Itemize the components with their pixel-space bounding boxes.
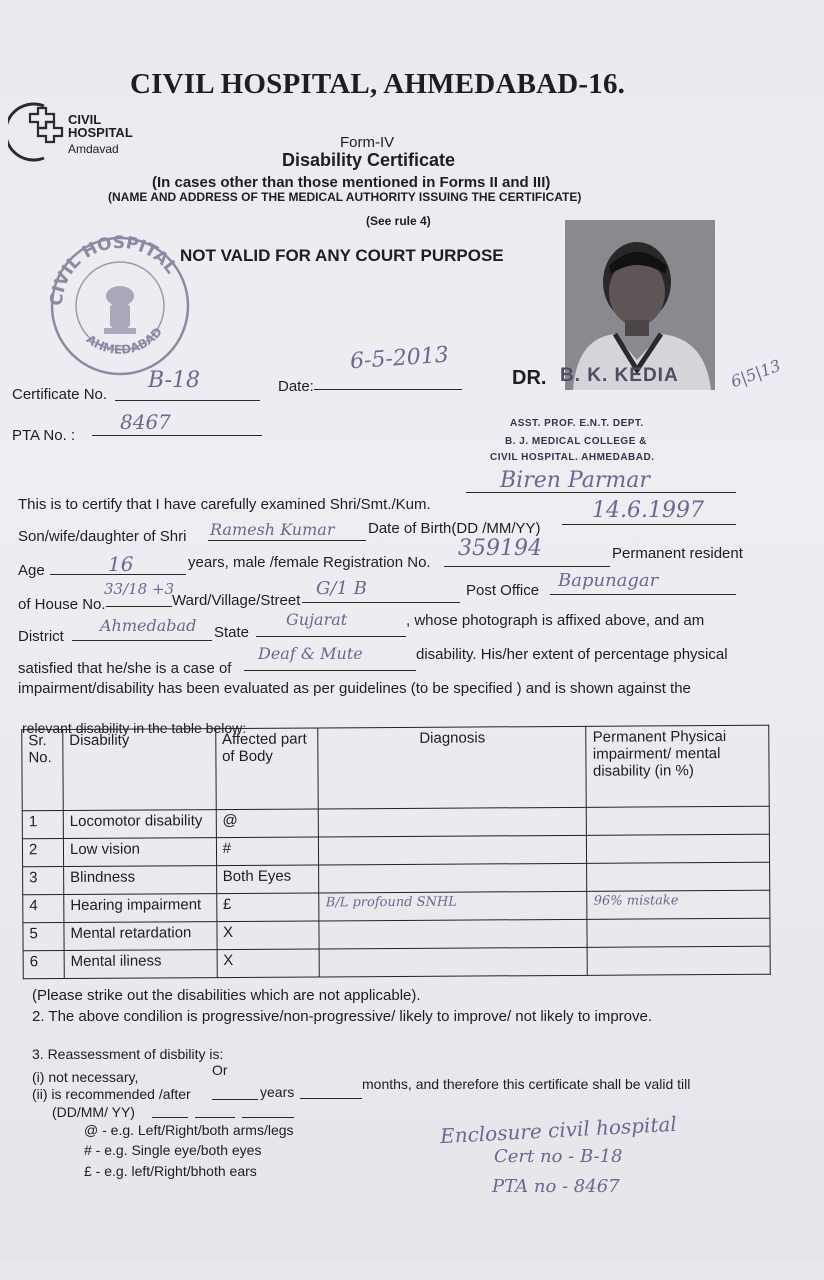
table-row (23, 890, 770, 923)
house-no-label: of House No. (18, 596, 106, 613)
row-sr: 4 (23, 895, 64, 923)
doctor-college: B. J. MEDICAL COLLEGE & (505, 436, 647, 447)
pta-no-label: PTA No. : (12, 427, 76, 444)
age-value: 16 (108, 552, 134, 576)
row-part: £ (216, 893, 319, 922)
row-percent (587, 806, 770, 835)
cases-note: (In cases other than those mentioned in Forms II and III) (152, 174, 551, 191)
certificate-no-value: B-18 (148, 368, 201, 393)
certificate-no-label: Certificate No. (12, 386, 108, 403)
row-disability: Locomotor disability (63, 810, 216, 839)
row-diagnosis (319, 807, 587, 837)
disability-extent-text: disability. His/her extent of percentage physical (416, 646, 728, 663)
row-percent (587, 862, 770, 891)
row-sr: 5 (23, 923, 64, 951)
row-part: @ (216, 809, 319, 838)
row-part: # (216, 837, 319, 866)
logo-subtext: Amdavad (68, 142, 119, 156)
table-row (22, 834, 769, 867)
doctor-prefix: DR. (512, 367, 547, 389)
impairment-text: impairment/disability has been evaluated as per guidelines (to be specified ) and is shown against the (18, 680, 691, 697)
date-label: Date: (278, 378, 314, 395)
svg-text:CIVIL HOSPITAL: CIVIL HOSPITAL (46, 232, 181, 307)
row-part: Both Eyes (216, 865, 319, 894)
photograph-text: , whose photograph is affixed above, and am (406, 612, 705, 629)
logo-text: CIVIL HOSPITAL (68, 112, 133, 140)
years-text: years (260, 1084, 295, 1100)
legend-arms-legs: @ - e.g. Left/Right/both arms/legs (84, 1122, 294, 1138)
condition-text: 2. The above condilion is progressive/non-progressive/ likely to improve/ not likely to improve. (32, 1008, 653, 1025)
legend-ears: £ - e.g. left/Right/bhoth ears (84, 1163, 257, 1179)
reassessment-text: 3. Reassessment of disbility is: (32, 1046, 224, 1062)
not-necessary-text: (i) not necessary, (32, 1069, 139, 1085)
row-sr: 1 (22, 811, 63, 839)
not-valid-notice: NOT VALID FOR ANY COURT PURPOSE (180, 246, 504, 265)
handwritten-note-line2: Cert no - B-18 (494, 1146, 623, 1167)
row-part: X (217, 949, 320, 978)
row-sr: 3 (23, 867, 64, 895)
certificate-title: Disability Certificate (282, 150, 456, 170)
table-row (23, 946, 770, 979)
district-value: Ahmedabad (100, 616, 197, 635)
row-diagnosis: B/L profound SNHL (319, 891, 587, 921)
hospital-title: CIVIL HOSPITAL, AHMEDABAD-16. (130, 68, 626, 100)
row-percent (587, 918, 770, 947)
table-row (22, 806, 769, 839)
handwritten-note-line1: Enclosure civil hospital (439, 1111, 678, 1149)
row-disability: Mental iliness (64, 950, 217, 979)
row-part: X (217, 921, 320, 950)
ward-label: Ward/Village/Street (172, 592, 301, 609)
date-of-birth: 14.6.1997 (592, 498, 704, 523)
form-number: Form-IV (340, 134, 395, 151)
registration-no: 359194 (458, 536, 542, 561)
legend-eyes: # - e.g. Single eye/both eyes (84, 1142, 262, 1158)
doctor-designation: ASST. PROF. E.N.T. DEPT. (510, 418, 644, 429)
row-diagnosis (319, 919, 587, 949)
row-diagnosis (319, 835, 587, 865)
house-no: 33/18 +3 (104, 580, 175, 598)
table-header-row (22, 725, 769, 811)
satisfied-text: satisfied that he/she is a case of (18, 660, 232, 677)
authority-note: (NAME AND ADDRESS OF THE MEDICAL AUTHORITY ISSUING THE CERTIFICATE) (108, 190, 582, 204)
patient-name: Biren Parmar (500, 468, 650, 493)
strike-note: (Please strike out the disabilities which are not applicable). (32, 987, 421, 1004)
relevant-text: relevant disability in the table below: (22, 720, 247, 736)
doctor-hospital: CIVIL HOSPITAL. AHMEDABAD. (490, 452, 655, 463)
row-disability: Low vision (63, 838, 216, 867)
son-of-label: Son/wife/daughter of Shri (18, 528, 187, 545)
state-label: State (214, 624, 250, 641)
header-affected-part: Affected part of Body (215, 728, 318, 810)
state-value: Gujarat (286, 610, 348, 629)
pta-no-value: 8467 (120, 410, 171, 434)
table-row (23, 862, 770, 895)
header-diagnosis: Diagnosis (318, 726, 587, 809)
ward-value: G/1 B (316, 578, 367, 599)
date-value: 6-5-2013 (349, 342, 450, 375)
see-rule: (See rule 4) (366, 214, 431, 228)
permanent-resident-label: Permanent resident (612, 545, 743, 562)
post-office-value: Bapunagar (558, 570, 659, 591)
row-percent: 96% mistake (587, 890, 770, 919)
dob-label: Date of Birth(DD /MM/YY) (368, 520, 541, 537)
doctor-name: B. K. KEDIA (560, 365, 679, 386)
disability-type: Deaf & Mute (258, 644, 363, 663)
district-label: District (18, 628, 64, 645)
row-sr: 2 (22, 839, 63, 867)
months-valid-text: months, and therefore this certificate shall be valid till (362, 1076, 691, 1092)
ddmmyy-label: (DD/MM/ YY) (52, 1104, 135, 1120)
row-disability: Hearing impairment (64, 894, 217, 923)
row-percent (587, 834, 770, 863)
certify-text: This is to certify that I have carefully examined Shri/Smt./Kum. (18, 496, 431, 513)
row-percent (588, 946, 771, 975)
or-text: Or (212, 1062, 228, 1078)
row-diagnosis (320, 947, 588, 977)
svg-text:AHMEDABAD: AHMEDABAD (83, 324, 165, 357)
handwritten-note-line3: PTA no - 8467 (492, 1176, 620, 1197)
table-row (23, 918, 770, 951)
row-diagnosis (319, 863, 587, 893)
disability-table (21, 725, 771, 980)
header-disability: Disability (63, 729, 216, 811)
header-sr-no: Sr. No. (22, 730, 63, 811)
row-sr: 6 (23, 951, 64, 979)
hospital-stamp (40, 226, 200, 376)
father-name: Ramesh Kumar (210, 520, 335, 539)
years-registration-label: years, male /female Registration No. (188, 554, 431, 571)
age-label: Age (18, 562, 45, 579)
row-disability: Mental retardation (64, 922, 217, 951)
header-permanent-impairment: Permanent Physicai impairment/ mental disability (in %) (586, 725, 769, 807)
row-disability: Blindness (64, 866, 217, 895)
doctor-signature-date: 6|5|13 (728, 355, 784, 392)
post-office-label: Post Office (466, 582, 540, 599)
recommended-text: (ii) is recommended /after (32, 1086, 191, 1102)
